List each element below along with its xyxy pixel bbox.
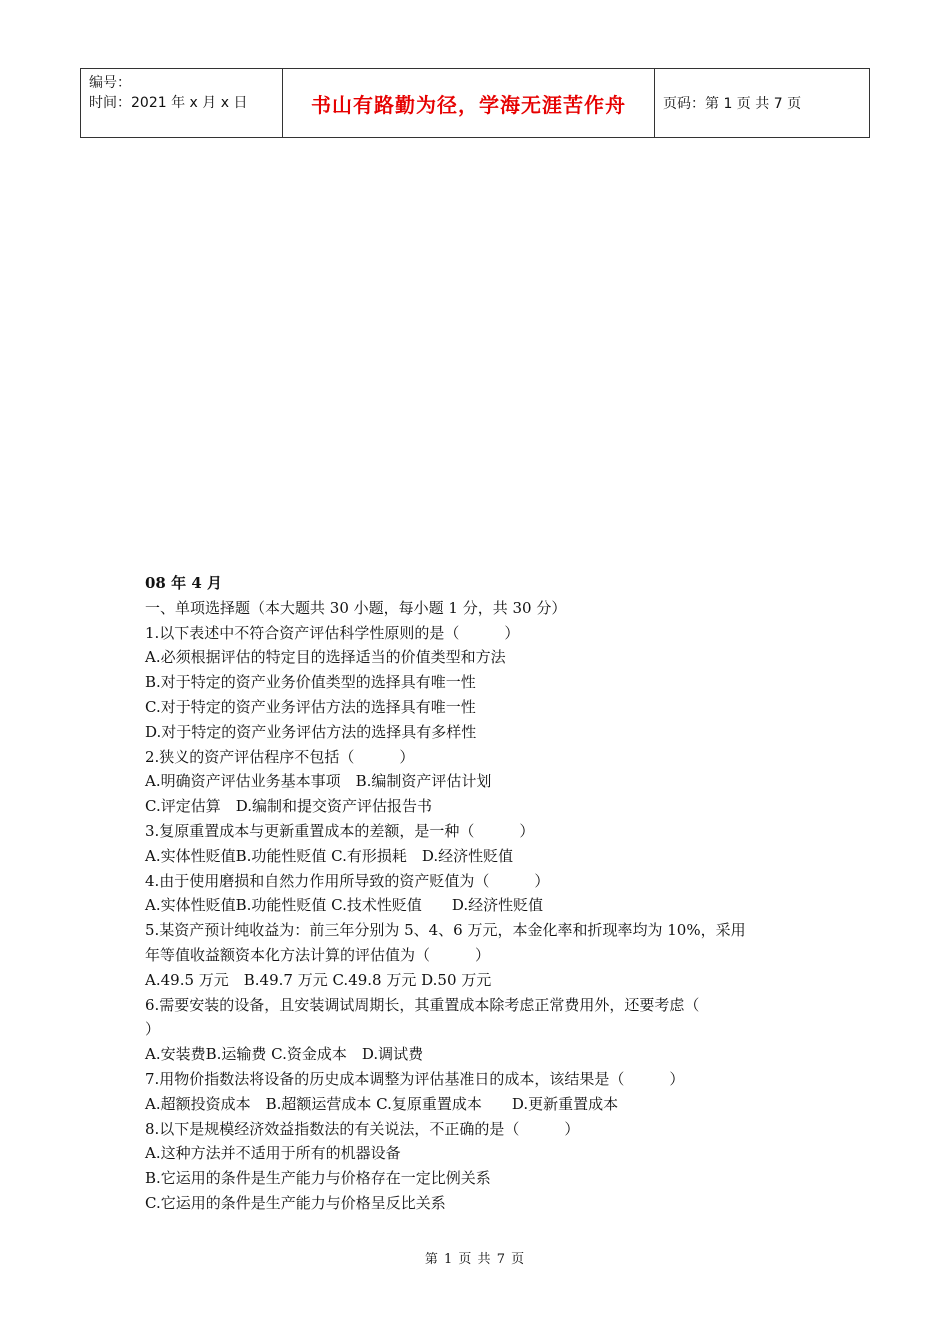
option-line: D.对于特定的资产业务评估方法的选择具有多样性	[145, 722, 477, 741]
option-line: A.安装费B.运输费 C.资金成本 D.调试费	[145, 1045, 424, 1064]
option-line: C.它运用的条件是生产能力与价格呈反比关系	[145, 1193, 446, 1212]
option-line: A.实体性贬值B.功能性贬值 C.有形损耗 D.经济性贬值	[145, 846, 514, 865]
question-text: 5.某资产预计纯收益为：前三年分别为 5、4、6 万元，本金化率和折现率均为 10%，采用	[145, 921, 746, 940]
question-text: 6.需要安装的设备，且安装调试周期长，其重置成本除考虑正常费用外，还要考虑（	[145, 995, 700, 1014]
document-number-label: 编号：	[89, 75, 131, 91]
question-text-continued: ）	[145, 1020, 161, 1039]
page-footer: 第 1 页 共 7 页	[424, 1252, 526, 1267]
document-time-label: 时间：2021 年 x 月 x 日	[89, 95, 248, 111]
exam-date-heading: 08 年 4 月	[145, 574, 222, 592]
option-line: A.超额投资成本 B.超额运营成本 C.复原重置成本 D.更新重置成本	[145, 1094, 619, 1113]
option-line: A.49.5 万元 B.49.7 万元 C.49.8 万元 D.50 万元	[145, 970, 492, 989]
option-line: A.明确资产评估业务基本事项 B.编制资产评估计划	[145, 772, 492, 791]
question-text: 2.狭义的资产评估程序不包括（ ）	[145, 747, 415, 766]
header-page-indicator: 页码：第 1 页 共 7 页	[654, 69, 870, 137]
option-line: A.实体性贬值B.功能性贬值 C.技术性贬值 D.经济性贬值	[145, 896, 544, 915]
option-line: C.评定估算 D.编制和提交资产评估报告书	[145, 797, 432, 816]
option-line: A.这种方法并不适用于所有的机器设备	[145, 1144, 401, 1163]
question-text-continued: 年等值收益额资本化方法计算的评估值为（ ）	[145, 945, 491, 964]
question-text: 4.由于使用磨损和自然力作用所导致的资产贬值为（ ）	[145, 871, 550, 890]
option-line: A.必须根据评估的特定目的选择适当的价值类型和方法	[145, 648, 506, 667]
option-line: C.对于特定的资产业务评估方法的选择具有唯一性	[145, 697, 476, 716]
question-text: 1.以下表述中不符合资产评估科学性原则的是（ ）	[145, 623, 520, 642]
header-motto: 书山有路勤为径，学海无涯苦作舟	[282, 69, 654, 137]
option-line: B.它运用的条件是生产能力与价格存在一定比例关系	[145, 1169, 491, 1188]
question-text: 8.以下是规模经济效益指数法的有关说法，不正确的是（ ）	[145, 1119, 580, 1138]
question-text: 7.用物价指数法将设备的历史成本调整为评估基准日的成本，该结果是（ ）	[145, 1069, 685, 1088]
page-header	[80, 68, 870, 138]
section-heading: 一、单项选择题（本大题共 30 小题，每小题 1 分，共 30 分）	[145, 598, 567, 617]
header-meta-cell	[80, 69, 282, 137]
option-line: B.对于特定的资产业务价值类型的选择具有唯一性	[145, 673, 476, 692]
document-body	[145, 571, 813, 1216]
question-text: 3.复原重置成本与更新重置成本的差额，是一种（ ）	[145, 821, 535, 840]
